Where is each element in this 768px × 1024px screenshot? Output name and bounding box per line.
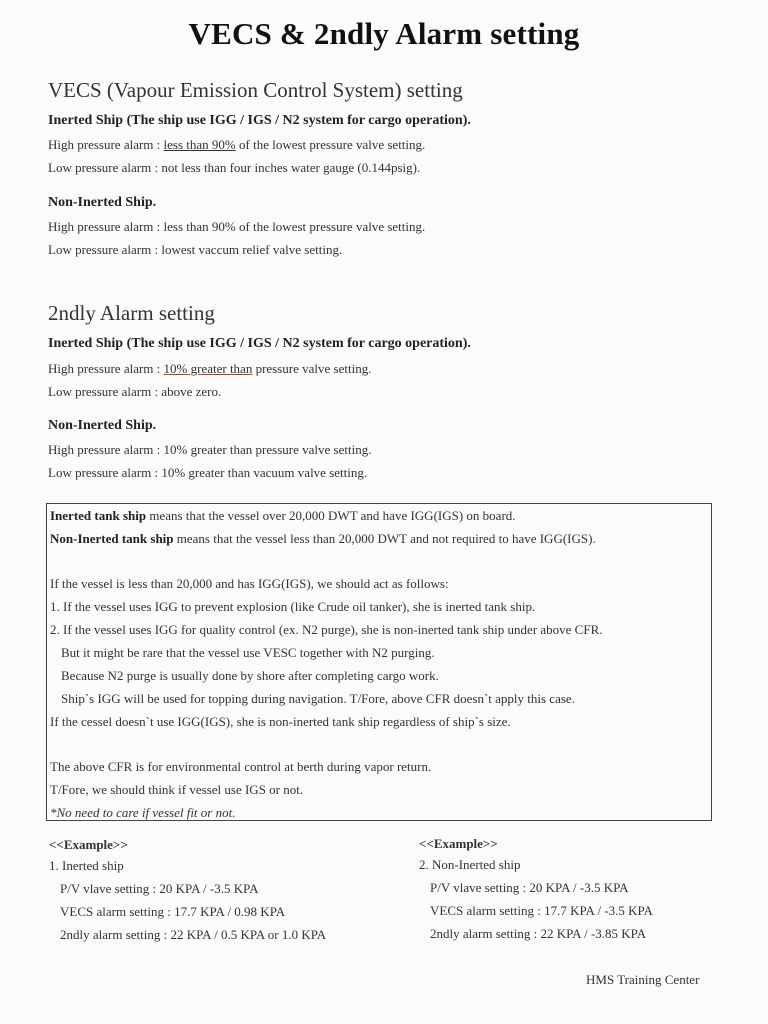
box-line-non-inerted-definition — [50, 531, 596, 547]
box-line-case-1: 1. If the vessel uses IGG to prevent explosion (like Crude oil tanker), she is inerted tank ship. — [50, 599, 536, 614]
example-2-name: 2. Non-Inerted ship — [419, 857, 521, 872]
box-line-condition: If the vessel is less than 20,000 and has IGG(IGS), we should act as follows: — [50, 576, 449, 591]
example-2-vecs: VECS alarm setting : 17.7 KPA / -3.5 KPA — [430, 903, 653, 918]
example-1-pv: P/V vlave setting : 20 KPA / -3.5 KPA — [60, 881, 259, 896]
vecs-non-inerted-high: High pressure alarm : less than 90% of the lowest pressure valve setting. — [48, 219, 426, 234]
second-heading: 2ndly Alarm setting — [48, 301, 215, 325]
box-non-inerted-term: Non-Inerted tank ship — [50, 531, 174, 546]
example-1-vecs: VECS alarm setting : 17.7 KPA / 0.98 KPA — [60, 904, 286, 919]
second-non-inerted-low: Low pressure alarm : 10% greater than vacuum valve setting. — [48, 465, 368, 480]
box-line-cfr: The above CFR is for environmental control at berth during vapor return. — [50, 759, 432, 774]
example-1-heading: <<Example>> — [49, 837, 128, 852]
box-line-topping: Ship`s IGG will be used for topping during navigation. T/Fore, above CFR doesn`t apply this case. — [61, 691, 575, 706]
box-line-no-igg: If the cessel doesn`t use IGG(IGS), she is non-inerted tank ship regardless of ship`s size. — [50, 714, 511, 729]
box-non-inerted-text: means that the vessel less than 20,000 DWT and not required to have IGG(IGS). — [173, 531, 596, 546]
vecs-inerted-high-underlined: less than 90% — [163, 137, 236, 152]
box-inerted-text: means that the vessel over 20,000 DWT and have IGG(IGS) on board. — [146, 508, 516, 523]
second-inerted-low: Low pressure alarm : above zero. — [48, 384, 222, 399]
definition-box — [46, 503, 712, 821]
second-inerted-high — [48, 361, 371, 377]
second-inerted-label: Inerted Ship (The ship use IGG / IGS / N2 system for cargo operation). — [48, 336, 471, 351]
second-inerted-high-underlined: 10% greater than — [163, 361, 253, 376]
vecs-inerted-low: Low pressure alarm : not less than four inches water gauge (0.144psig). — [48, 160, 421, 175]
example-1-second: 2ndly alarm setting : 22 KPA / 0.5 KPA or 1.0 KPA — [60, 927, 327, 942]
vecs-inerted-label: Inerted Ship (The ship use IGG / IGS / N2 system for cargo operation). — [48, 113, 471, 128]
second-inerted-high-prefix: High pressure alarm : — [48, 361, 164, 376]
second-inerted-high-suffix: pressure valve setting. — [252, 361, 372, 376]
example-2-second: 2ndly alarm setting : 22 KPA / -3.85 KPA — [430, 926, 647, 941]
second-non-inerted-high: High pressure alarm : 10% greater than pressure valve setting. — [48, 442, 372, 457]
page-title: VECS & 2ndly Alarm setting — [188, 16, 580, 51]
vecs-inerted-high-suffix: of the lowest pressure valve setting. — [235, 137, 426, 152]
vecs-inerted-high — [48, 137, 425, 153]
box-line-note: *No need to care if vessel fit or not. — [50, 805, 236, 820]
box-line-inerted-definition — [50, 508, 516, 524]
example-2-pv: P/V vlave setting : 20 KPA / -3.5 KPA — [430, 880, 629, 895]
box-line-rare: But it might be rare that the vessel use VESC together with N2 purging. — [61, 645, 435, 660]
vecs-inerted-high-prefix: High pressure alarm : — [48, 137, 164, 152]
box-line-case-2: 2. If the vessel uses IGG for quality control (ex. N2 purge), she is non-inerted tank ship under above CFR. — [50, 622, 603, 637]
vecs-non-inerted-label: Non-Inerted Ship. — [48, 195, 157, 210]
box-line-shore: Because N2 purge is usually done by shore after completing cargo work. — [61, 668, 439, 683]
vecs-heading: VECS (Vapour Emission Control System) setting — [48, 78, 463, 102]
example-2-heading: <<Example>> — [419, 836, 498, 851]
footer-organization: HMS Training Center — [586, 972, 700, 987]
box-inerted-term: Inerted tank ship — [50, 508, 147, 523]
box-line-tfore: T/Fore, we should think if vessel use IGS or not. — [50, 782, 304, 797]
vecs-non-inerted-low: Low pressure alarm : lowest vaccum relief valve setting. — [48, 242, 343, 257]
second-non-inerted-label: Non-Inerted Ship. — [48, 418, 157, 433]
example-1-name: 1. Inerted ship — [49, 858, 124, 873]
